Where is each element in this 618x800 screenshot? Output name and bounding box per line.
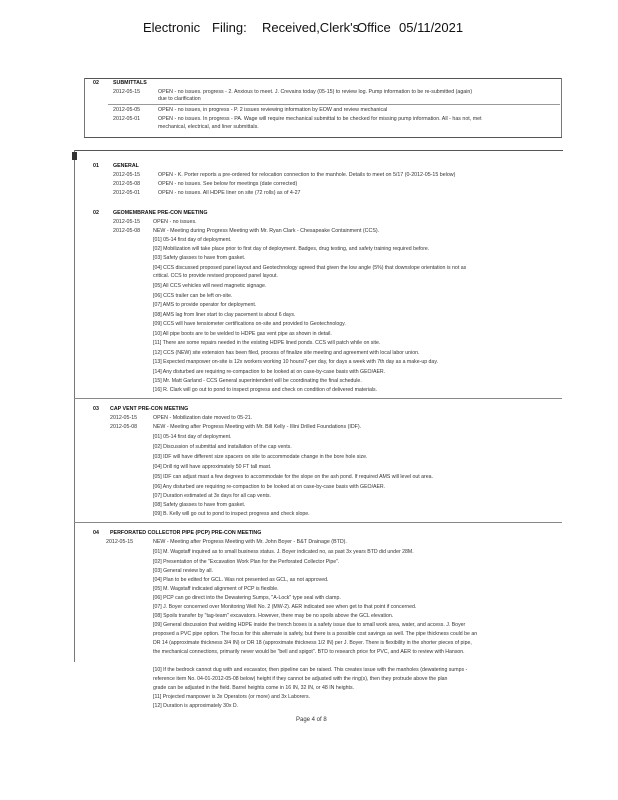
general-row-1-date: 2012-05-15 — [113, 172, 141, 178]
geomembrane-item-15: [15] Mr. Matt Garland - CCS General superintendent will be coordinating the final schedule. — [153, 378, 362, 384]
capvent-item-03: [03] IDF will have different size spacers on site to accommodate change in the bore hole size. — [153, 454, 368, 460]
submittals-num: 02 — [93, 80, 99, 86]
submittals-row-divider — [108, 104, 560, 105]
header-filing: Filing: — [212, 20, 247, 35]
perforated-row-1-text: NEW - Meeting after Progress Meeting with Mr. John Boyer - B&T Drainage (BTD). — [153, 539, 347, 545]
geomembrane-item-13: [13] Expected manpower on-site is 12x workers working 10 hours/7-per day, for days a week with 7th day as a make-up day. — [153, 359, 438, 365]
capvent-row-2-date: 2012-05-08 — [110, 424, 138, 430]
perforated-item-05: [05] M. Wagstaff indicated alignment of PCP is flexible. — [153, 586, 279, 592]
perforated-item-09-cont-1: proposed a PVC pipe option. The focus for this alternate is safety, but there is a possible cost savings as well. The pipe thickness could be an — [153, 631, 478, 637]
geomembrane-row-1-date: 2012-05-15 — [113, 219, 141, 225]
geomembrane-item-01: [01] 05-14 first day of deployment. — [153, 237, 232, 243]
geomembrane-row-2-text: NEW - Meeting during Progress Meeting with Mr. Ryan Clark - Chesapeake Containment (CCS). — [153, 228, 380, 234]
perforated-item-07: [07] J. Boyer concerned over Monitoring Well No. 2 (MW-2). AER indicated see when get to that point if concerned. — [153, 604, 417, 610]
capvent-item-07: [07] Duration estimated at 3x days for all cap vents. — [153, 493, 271, 499]
geomembrane-item-11: [11] There are some repairs needed in the existing HDPE lined ponds. CCS will patch while on site. — [153, 340, 381, 346]
perforated-title: PERFORATED COLLECTOR PIPE (PCP) PRE-CON MEETING — [110, 530, 262, 536]
geomembrane-item-06: [06] CCS trailer can be left on-site. — [153, 293, 233, 299]
geomembrane-item-16: [16] R. Clark will go out to pond to inspect progress and check on condition of delivered materials. — [153, 387, 378, 393]
capvent-item-04: [04] Drill rig will have approximately 50 FT tall mast. — [153, 464, 272, 470]
submittals-left-rule — [84, 78, 85, 138]
geomembrane-row-2-date: 2012-05-08 — [113, 228, 141, 234]
general-num: 01 — [93, 163, 99, 169]
geomembrane-title: GEOMEMBRANE PRE-CON MEETING — [113, 210, 208, 216]
geomembrane-item-14: [14] Any disturbed are requiring re-compaction to be looked at on case-by-case basis with GEO/AER. — [153, 369, 386, 375]
capvent-item-09: [09] B. Kelly will go out to pond to inspect progress and check slope. — [153, 511, 310, 517]
submittals-right-rule — [561, 78, 562, 138]
submittals-row-5-text: mechanical, electrical, and liner submittals. — [158, 124, 259, 130]
section-divider-2 — [74, 522, 562, 523]
geomembrane-item-10: [10] All pipe boots are to be welded to HDPE gas vent pipe as shown in detail. — [153, 331, 332, 337]
submittals-top-rule — [84, 78, 562, 79]
submittals-row-3-date: 2012-05-05 — [113, 107, 141, 113]
header-office: Office — [357, 20, 391, 35]
geomembrane-item-05: [05] All CCS vehicles will need magnetic signage. — [153, 283, 267, 289]
general-row-1-text: OPEN - K. Porter reports a pre-ordered for relocation connection to the manhole. Details to meet on 5/17 (0-2012-05-15 below) — [158, 172, 456, 178]
capvent-title: CAP VENT PRE-CON MEETING — [110, 406, 189, 412]
header-electronic: Electronic — [143, 20, 201, 35]
page-number: Page 4 of 8 — [296, 717, 327, 723]
perforated-item-09: [09] General discussion that welding HDPE inside the trench boxes is a safety issue due to small work area, water, and access. J. Boyer — [153, 622, 466, 628]
main-left-rule — [74, 150, 75, 662]
perforated-item-10: [10] If the bedrock cannot dug with and excavator, then pipeline can be raised. This creates issue with the manholes (dewatering sumps - — [153, 667, 468, 673]
box-marker — [72, 152, 77, 160]
perforated-item-10-cont-1: reference item No. 04-01-2012-05-08 below) height if they cannot be adjusted with the ring(s), then they protrude above the plan — [153, 676, 448, 682]
general-title: GENERAL — [113, 163, 139, 169]
header-date: 05/11/2021 — [399, 20, 464, 35]
capvent-item-08: [08] Safety glasses to have from gasket. — [153, 502, 246, 508]
geomembrane-item-08: [08] AMS lag from liner start to clay pacement is about 6 days. — [153, 312, 296, 318]
perforated-item-12: [12] Duration is approximately 30x D. — [153, 703, 239, 709]
perforated-item-09-cont-2: DR 14 (approximate thickness 3/4 IN) or DR 18 (approximate thickness 1/2 IN) per J. Boyer. There is flexibility in the shorter pieces of pipe, — [153, 640, 472, 646]
capvent-row-1-text: OPEN - Mobilization date moved to 05-21. — [153, 415, 253, 421]
perforated-item-01: [01] M. Wagstaff inquired as to small business status. J. Boyer indicated no, as past 3x years BTD did under 28M. — [153, 549, 414, 555]
submittals-title: SUBMITTALS — [113, 80, 147, 86]
geomembrane-row-1-text: OPEN - no issues. — [153, 219, 197, 225]
perforated-item-09-cont-3: the mechanical connections, primarily never would be "bell and spigot". BTD to research price for PVC, and AER to review with Hanson. — [153, 649, 465, 655]
capvent-row-1-date: 2012-05-15 — [110, 415, 138, 421]
submittals-row-1-text: OPEN - no issues. progress - 2. Anxious to meet. J. Crevains today (05-15) to review log. Pump information to be re-submitted (again) — [158, 89, 473, 95]
capvent-row-2-text: NEW - Meeting after Progress Meeting with Mr. Bill Kelly - Illini Drilled Foundations (IDF). — [153, 424, 362, 430]
header-received: Received,Clerk's — [262, 20, 360, 35]
perforated-row-1-date: 2012-05-15 — [106, 539, 134, 545]
submittals-row-2-text: due to clarification — [158, 96, 201, 102]
geomembrane-item-03: [03] Safety glasses to have from gasket. — [153, 255, 246, 261]
section-divider-1 — [74, 398, 562, 399]
capvent-item-05: [05] IDF can adjust mast a few degrees to accommodate for the slope on the ash pond. If required AMS will level out area. — [153, 474, 433, 480]
capvent-num: 03 — [93, 406, 99, 412]
perforated-num: 04 — [93, 530, 99, 536]
submittals-row-3-text: OPEN - no issues, in progress - P. 2 issues reviewing information by EOW and review mechanical — [158, 107, 388, 113]
submittals-row-1-date: 2012-05-15 — [113, 89, 141, 95]
capvent-item-01: [01] 05-14 first day of deployment. — [153, 434, 232, 440]
capvent-item-06: [06] Any disturbed are requiring re-compaction to be looked at on case-by-case basis with GEO/AER. — [153, 484, 386, 490]
geomembrane-item-07: [07] AMS to provide operator for deployment. — [153, 302, 257, 308]
geomembrane-num: 02 — [93, 210, 99, 216]
submittals-bottom-rule — [84, 137, 562, 138]
geomembrane-item-04-cont: critical. CCS to provide revised proposed panel layout. — [153, 273, 278, 279]
perforated-item-06: [06] PCP can go direct into the Dewatering Sumps, "A-Lock" type seal with clamp. — [153, 595, 341, 601]
perforated-item-03: [03] General review by all. — [153, 568, 213, 574]
perforated-item-04: [04] Plan to be edited for GCL. Was not presented as GCL, as not approved. — [153, 577, 329, 583]
perforated-item-02: [02] Presentation of the "Excavation Work Plan for the Perforated Collector Pipe". — [153, 559, 340, 565]
general-row-2-date: 2012-05-08 — [113, 181, 141, 187]
perforated-item-08: [08] Spoils transfer by "tag-team" excavators. However, there may be no spoils above the GCL elevation. — [153, 613, 394, 619]
general-row-2-text: OPEN - no issues. See below for meetings (date corrected) — [158, 181, 298, 187]
main-top-rule — [74, 150, 563, 151]
general-row-3-text: OPEN - no issues. All HDPE liner on site (72 rolls) as of 4-27 — [158, 190, 301, 196]
capvent-item-02: [02] Discussion of submittal and installation of the cap vents. — [153, 444, 292, 450]
perforated-item-10-cont-2: grade can be adjusted in the field. Barrel heights come in 16 IN, 32 IN, or 48 IN heights. — [153, 685, 354, 691]
perforated-item-11: [11] Projected manpower is 3x Operators (or more) and 3x Laborers. — [153, 694, 311, 700]
geomembrane-item-12: [12] CCS (NEW) site extension has been filed, process of finalize site meeting and agreement with local labor union. — [153, 350, 420, 356]
general-row-3-date: 2012-05-01 — [113, 190, 141, 196]
geomembrane-item-04: [04] CCS discussed proposed panel layout and Geotechnology agreed that given the low angle (5%) that downslope orientation is not as — [153, 265, 467, 271]
geomembrane-item-09: [09] CCS will have tensiometer certifications on-site and provided to Geotechnology. — [153, 321, 346, 327]
submittals-row-4-text: OPEN - no issues. In progress - PA. Wage will require mechanical submittal to be checked for missing pump information. All - has not, met — [158, 116, 482, 122]
geomembrane-item-02: [02] Mobilization will take place prior to first day of deployment. Badges, drug testing, and safety training required before. — [153, 246, 430, 252]
submittals-row-4-date: 2012-05-01 — [113, 116, 141, 122]
